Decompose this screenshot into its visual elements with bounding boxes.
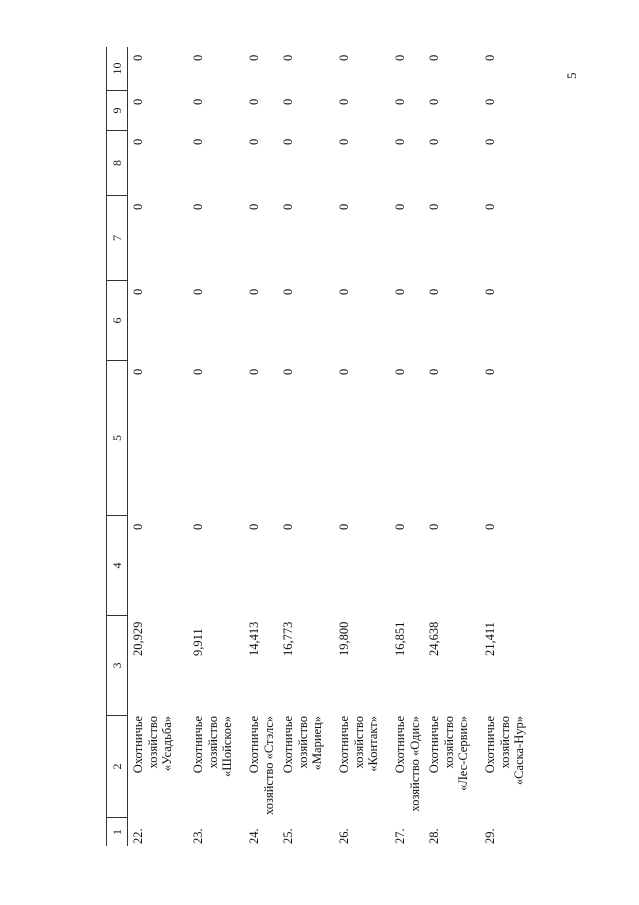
value-col-5: 0: [483, 368, 497, 375]
value-col-7: 0: [427, 203, 441, 210]
area-value: 16,773: [281, 621, 295, 656]
value-col-10: 0: [393, 54, 407, 61]
name-line: хозяйство: [351, 716, 366, 769]
value-col-10: 0: [247, 54, 261, 61]
name-line: Охотничье: [131, 716, 145, 774]
hunting-farm-name: [427, 716, 471, 816]
value-col-4: 0: [393, 523, 407, 530]
value-col-9: 0: [281, 98, 295, 105]
row-number: 27.: [393, 828, 407, 844]
header-col-4: 4: [107, 516, 127, 616]
value-col-5: 0: [281, 368, 295, 375]
row-number: 24.: [247, 828, 261, 844]
value-col-9: 0: [131, 98, 145, 105]
value-col-7: 0: [191, 203, 205, 210]
name-line: «Мариец»: [310, 716, 324, 771]
value-col-5: 0: [247, 368, 261, 375]
row-number: 23.: [191, 828, 205, 844]
value-col-5: 0: [131, 368, 145, 375]
value-col-7: 0: [337, 203, 351, 210]
row-number: 26.: [337, 828, 351, 844]
value-col-4: 0: [191, 523, 205, 530]
area-value: 21,411: [483, 622, 497, 656]
value-col-9: 0: [247, 98, 261, 105]
name-line: хозяйство: [145, 716, 160, 769]
name-line: «Саска-Нур»: [512, 716, 526, 786]
value-col-7: 0: [131, 203, 145, 210]
value-col-8: 0: [393, 138, 407, 145]
value-col-9: 0: [191, 98, 205, 105]
value-col-10: 0: [191, 54, 205, 61]
value-col-10: 0: [427, 54, 441, 61]
name-line: «Шойское»: [220, 716, 234, 777]
value-col-6: 0: [191, 288, 205, 295]
name-line: хозяйство: [295, 716, 310, 769]
header-col-2: 2: [107, 716, 127, 818]
value-col-9: 0: [393, 98, 407, 105]
value-col-10: 0: [281, 54, 295, 61]
value-col-8: 0: [337, 138, 351, 145]
value-col-8: 0: [131, 138, 145, 145]
name-line: Охотничье: [483, 716, 497, 774]
hunting-farm-name: [281, 716, 325, 816]
name-line: «Контакт»: [366, 716, 380, 772]
value-col-9: 0: [427, 98, 441, 105]
header-col-1: 1: [110, 829, 124, 835]
page-number: 5: [564, 72, 579, 79]
value-col-6: 0: [131, 288, 145, 295]
name-line: Охотничье: [247, 716, 261, 774]
header-col-6: 6: [107, 281, 127, 361]
name-line: «Лес-Сервис»: [456, 716, 470, 791]
name-line: Охотничье: [281, 716, 295, 774]
name-line: хозяйство: [205, 716, 220, 769]
area-value: 24,638: [427, 621, 441, 656]
header-col-3: 3: [107, 616, 127, 716]
value-col-8: 0: [281, 138, 295, 145]
value-col-10: 0: [483, 54, 497, 61]
value-col-6: 0: [281, 288, 295, 295]
value-col-4: 0: [337, 523, 351, 530]
value-col-4: 0: [427, 523, 441, 530]
value-col-10: 0: [337, 54, 351, 61]
value-col-8: 0: [483, 138, 497, 145]
area-value: 16,851: [393, 621, 407, 656]
header-col-10: 10: [107, 47, 127, 91]
name-line: Охотничье: [337, 716, 351, 774]
area-value: 9,911: [191, 628, 205, 656]
value-col-9: 0: [483, 98, 497, 105]
row-number: 29.: [483, 828, 497, 844]
value-col-5: 0: [393, 368, 407, 375]
name-line: Охотничье: [427, 716, 441, 774]
value-col-6: 0: [427, 288, 441, 295]
data-table: [106, 47, 587, 846]
value-col-8: 0: [247, 138, 261, 145]
header-col-9: 9: [107, 91, 127, 131]
header-col-5: 5: [107, 361, 127, 516]
area-value: 20,929: [131, 621, 145, 656]
table-header: [107, 47, 128, 846]
value-col-9: 0: [337, 98, 351, 105]
area-value: 14,413: [247, 621, 261, 656]
value-col-4: 0: [281, 523, 295, 530]
value-col-8: 0: [191, 138, 205, 145]
value-col-4: 0: [483, 523, 497, 530]
value-col-6: 0: [247, 288, 261, 295]
name-line: хозяйство: [497, 716, 512, 769]
value-col-7: 0: [247, 203, 261, 210]
name-line: Охотничье: [191, 716, 205, 774]
value-col-5: 0: [191, 368, 205, 375]
hunting-farm-name: [131, 716, 175, 816]
value-col-7: 0: [483, 203, 497, 210]
name-line: хозяйство «Одис»: [407, 716, 422, 812]
value-col-6: 0: [393, 288, 407, 295]
value-col-4: 0: [131, 523, 145, 530]
value-col-5: 0: [427, 368, 441, 375]
header-col-7: 7: [107, 196, 127, 281]
row-number: 22.: [131, 828, 145, 844]
hunting-farm-name: [337, 716, 381, 816]
value-col-7: 0: [393, 203, 407, 210]
value-col-4: 0: [247, 523, 261, 530]
name-line: хозяйство: [441, 716, 456, 769]
name-line: хозяйство «Стэлс»: [261, 716, 276, 815]
header-col-8: 8: [107, 131, 127, 196]
hunting-farm-name: [247, 716, 276, 816]
hunting-farm-name: [483, 716, 527, 816]
row-number: 25.: [281, 828, 295, 844]
value-col-7: 0: [281, 203, 295, 210]
hunting-farm-name: [191, 716, 235, 816]
value-col-5: 0: [337, 368, 351, 375]
name-line: Охотничье: [393, 716, 407, 774]
hunting-farm-name: [393, 716, 422, 816]
name-line: «Усадьба»: [160, 716, 174, 772]
area-value: 19,800: [337, 621, 351, 656]
value-col-10: 0: [131, 54, 145, 61]
value-col-6: 0: [483, 288, 497, 295]
row-number: 28.: [427, 828, 441, 844]
value-col-6: 0: [337, 288, 351, 295]
value-col-8: 0: [427, 138, 441, 145]
